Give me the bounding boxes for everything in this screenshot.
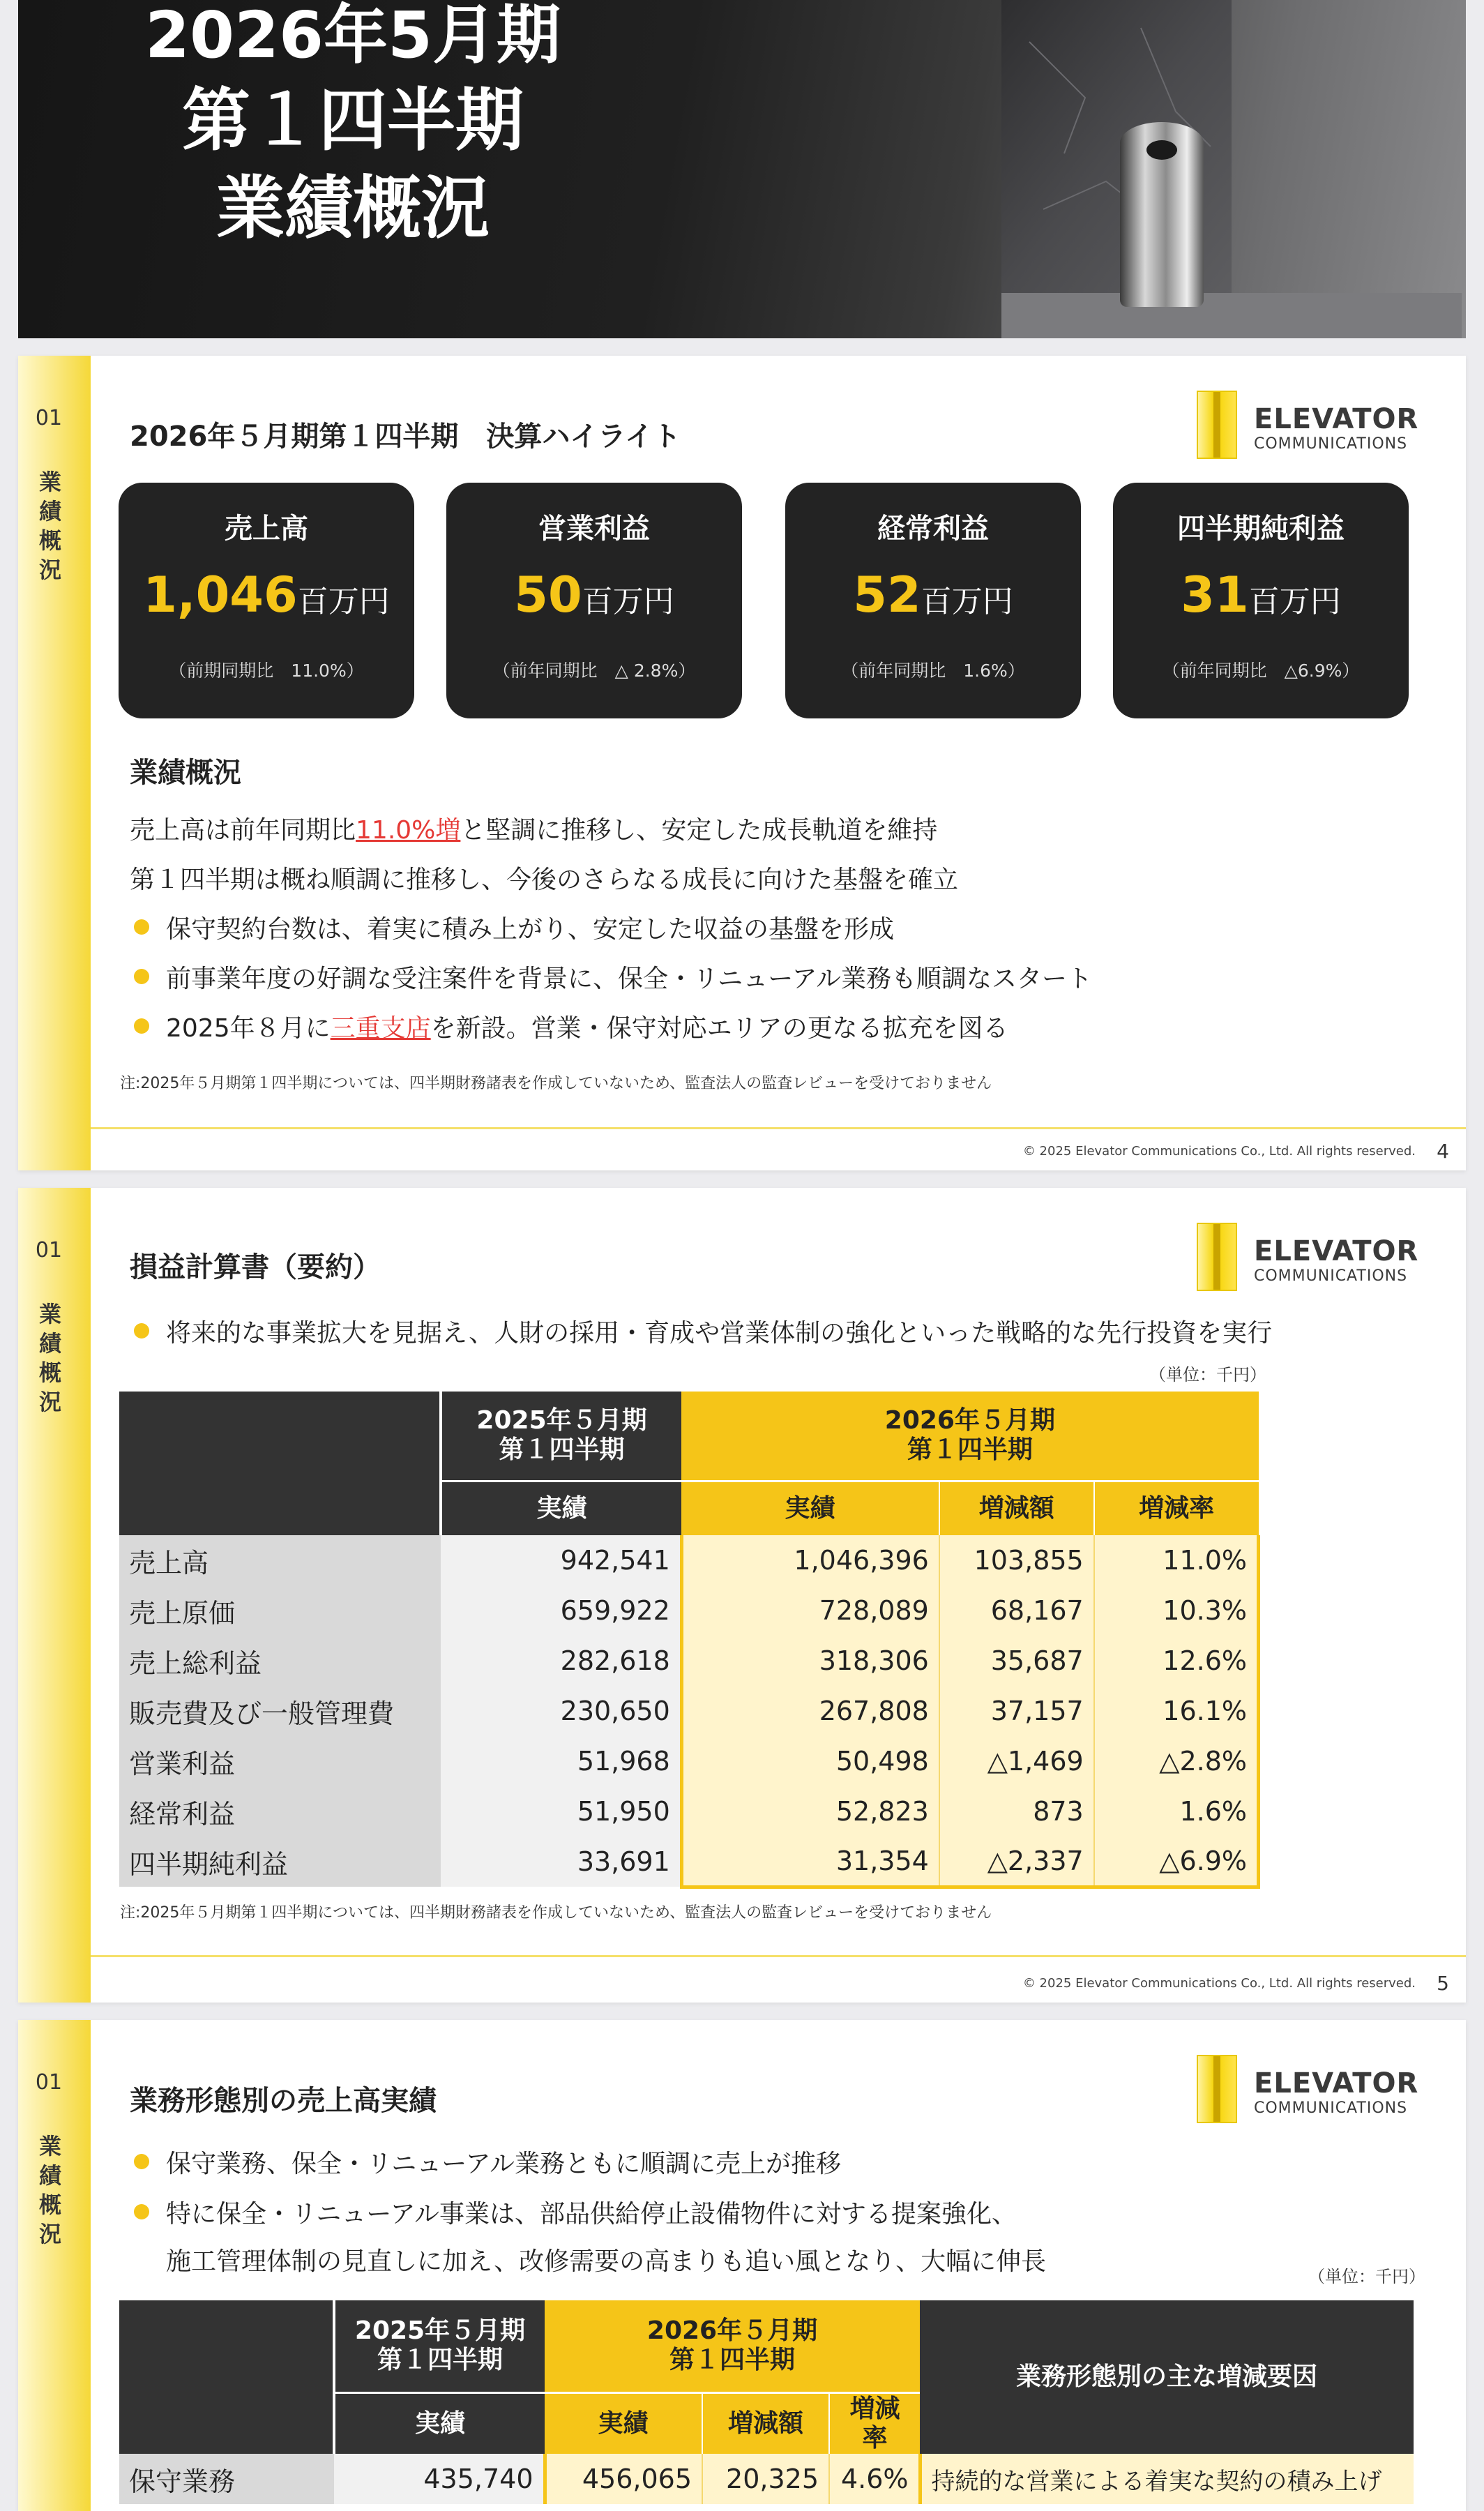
rate-value: 10.3% <box>1094 1585 1259 1636</box>
slide-title: 損益計算書（要約） <box>130 1251 381 1283</box>
table-row <box>119 1686 1259 1736</box>
diff-value: 873 <box>939 1786 1094 1837</box>
section-label: 業績概況 <box>39 2133 62 2247</box>
bullet-branch <box>134 1009 1008 1044</box>
logo-name: ELEVATOR <box>1254 1235 1419 1267</box>
row-label: 売上総利益 <box>119 1636 441 1686</box>
kpi-value <box>1113 566 1409 624</box>
header-rate: 増減率 <box>829 2392 920 2454</box>
logo-mark <box>1197 2055 1237 2123</box>
curr-actual: 31,354 <box>681 1837 939 1887</box>
slide-sales-by-business <box>18 2020 1466 2511</box>
header-blank <box>119 2300 334 2454</box>
header-prev-period: 2025年５月期 第１四半期 <box>334 2300 545 2392</box>
header-rate: 増減率 <box>1094 1481 1259 1535</box>
bullet-renewal: 前事業年度の好調な受注案件を背景に、保全・リニューアル業務も順調なスタート <box>134 959 1092 995</box>
header-curr-period: 2026年５月期 第１四半期 <box>545 2300 920 2392</box>
header-curr-actual: 実績 <box>681 1481 939 1535</box>
diff-value: 68,167 <box>939 1585 1094 1636</box>
overview-heading: 業績概況 <box>130 757 241 789</box>
audit-note: 注:2025年５月期第１四半期については、四半期財務諸表を作成していないため、監査法人の監査レビューを受けておりません <box>120 1904 992 1922</box>
logo-name: ELEVATOR <box>1254 2067 1419 2099</box>
logo-subtitle: COMMUNICATIONS <box>1254 2099 1408 2117</box>
company-logo <box>1197 391 1419 459</box>
cover-title-line1: 2026年5月期 <box>144 0 561 73</box>
text: 売上高は前年同期比 <box>130 816 356 845</box>
kpi-unit: 百万円 <box>921 584 1013 619</box>
text: 2025年８月に <box>166 1014 331 1043</box>
logo-name: ELEVATOR <box>1254 403 1419 435</box>
audit-note: 注:2025年５月期第１四半期については、四半期財務諸表を作成していないため、監査法人の監査レビューを受けておりません <box>120 1075 992 1092</box>
highlight-branch: 三重支店 <box>330 1014 431 1043</box>
prev-actual: 659,922 <box>441 1585 682 1636</box>
diff-value: 37,157 <box>939 1686 1094 1736</box>
bullet-renewal-growth: 特に保全・リニューアル事業は、部品供給停止設備物件に対する提案強化、 <box>134 2194 1017 2230</box>
prev-actual: 282,618 <box>441 1636 682 1686</box>
section-number: 01 <box>35 406 63 430</box>
income-statement-table <box>119 1392 1260 1889</box>
row-label: 経常利益 <box>119 1786 441 1837</box>
marble-pillar-image <box>1001 0 1462 338</box>
footer-divider <box>91 1955 1466 1957</box>
kpi-comparison: （前期同期比 11.0%） <box>169 661 364 681</box>
rate-value: 16.1% <box>1094 1686 1259 1736</box>
rate-value: 12.6% <box>1094 1636 1259 1686</box>
header-diff: 増減額 <box>702 2392 829 2454</box>
section-number: 01 <box>35 1238 63 1262</box>
section-sidebar <box>18 2020 91 2511</box>
kpi-number: 50 <box>514 566 582 624</box>
kpi-card-ordinary-profit <box>785 483 1081 718</box>
header-curr-period: 2026年５月期 第１四半期 <box>681 1392 1258 1481</box>
factor-text: 持続的な営業による着実な契約の積み上げ <box>920 2454 1414 2504</box>
overview-line-sales <box>130 810 937 846</box>
curr-actual: 318,306 <box>681 1636 939 1686</box>
kpi-comparison: （前年同期比 1.6%） <box>841 661 1025 681</box>
slide-income-statement <box>18 1188 1466 2003</box>
bullet-investment: 将来的な事業拡大を見据え、人財の採用・育成や営業体制の強化といった戦略的な先行投資を実行 <box>134 1313 1272 1349</box>
cover-title-line3: 業績概況 <box>215 169 490 248</box>
header-prev-actual: 実績 <box>441 1481 682 1535</box>
diff-value: △1,469 <box>939 1736 1094 1786</box>
curr-actual: 52,823 <box>681 1786 939 1837</box>
slide-title: 2026年５月期第１四半期 決算ハイライト <box>130 421 681 453</box>
kpi-unit: 百万円 <box>1248 584 1341 619</box>
unit-note: （単位：千円） <box>1149 1365 1266 1385</box>
highlight-growth: 11.0%増 <box>356 816 461 845</box>
table-row <box>119 1585 1259 1636</box>
curr-actual: 728,089 <box>681 1585 939 1636</box>
overview-line-quarter: 第１四半期は概ね順調に推移し、今後のさらなる成長に向けた基盤を確立 <box>130 866 959 894</box>
slide-title: 業務形態別の売上高実績 <box>130 2085 437 2117</box>
kpi-value <box>119 566 414 624</box>
text: と堅調に推移し、安定した成長軌道を維持 <box>460 816 938 845</box>
prev-actual: 435,740 <box>334 2454 545 2504</box>
table-row <box>119 1736 1259 1786</box>
logo-subtitle: COMMUNICATIONS <box>1254 435 1408 453</box>
section-label: 業績概況 <box>39 469 62 583</box>
kpi-number: 52 <box>853 566 921 624</box>
section-sidebar <box>18 1188 91 2003</box>
header-diff: 増減額 <box>939 1481 1094 1535</box>
cover-title-line2: 第１四半期 <box>181 81 524 160</box>
cover-banner <box>18 0 1466 338</box>
bullet-renewal-growth-cont: 施工管理体制の見直しに加え、改修需要の高まりも追い風となり、大幅に伸長 <box>166 2247 1047 2276</box>
copyright: © 2025 Elevator Communications Co., Ltd. All rights reserved. <box>1022 1976 1416 1991</box>
kpi-comparison: （前年同期比 △6.9%） <box>1162 661 1360 681</box>
diff-value: 103,855 <box>939 1535 1094 1585</box>
rate-value: △6.9% <box>1094 1837 1259 1887</box>
kpi-label: 営業利益 <box>538 513 650 545</box>
slide-highlights <box>18 356 1466 1170</box>
kpi-number: 1,046 <box>143 566 298 624</box>
kpi-label: 経常利益 <box>877 513 989 545</box>
diff-value: 20,325 <box>702 2454 829 2504</box>
kpi-label: 四半期純利益 <box>1177 513 1345 545</box>
kpi-comparison: （前年同期比 △ 2.8%） <box>492 661 696 681</box>
kpi-card-operating-profit <box>446 483 742 718</box>
bullet-maintenance: 保守契約台数は、着実に積み上がり、安定した収益の基盤を形成 <box>134 910 894 945</box>
cover-title <box>88 0 618 252</box>
kpi-unit: 百万円 <box>297 584 390 619</box>
logo-subtitle: COMMUNICATIONS <box>1254 1267 1408 1285</box>
page-number: 4 <box>1437 1140 1449 1163</box>
table-row <box>119 2454 1414 2504</box>
kpi-card-net-profit <box>1113 483 1409 718</box>
curr-actual: 456,065 <box>545 2454 702 2504</box>
row-label: 保守業務 <box>119 2454 334 2504</box>
table-row <box>119 1837 1259 1887</box>
kpi-label: 売上高 <box>225 513 308 545</box>
rate-value: 11.0% <box>1094 1535 1259 1585</box>
curr-actual: 1,046,396 <box>681 1535 939 1585</box>
table-row <box>119 1535 1259 1585</box>
footer-divider <box>91 1127 1466 1129</box>
bullet-sales-trend: 保守業務、保全・リニューアル業務ともに順調に売上が推移 <box>134 2144 841 2180</box>
curr-actual: 267,808 <box>681 1686 939 1736</box>
prev-actual: 230,650 <box>441 1686 682 1736</box>
section-label: 業績概況 <box>39 1301 62 1415</box>
diff-value: 35,687 <box>939 1636 1094 1686</box>
header-prev-actual: 実績 <box>334 2392 545 2454</box>
header-curr-actual: 実績 <box>545 2392 702 2454</box>
prev-actual: 51,950 <box>441 1786 682 1837</box>
rate-value: 1.6% <box>1094 1786 1259 1837</box>
row-label: 四半期純利益 <box>119 1837 441 1887</box>
section-sidebar <box>18 356 91 1170</box>
copyright: © 2025 Elevator Communications Co., Ltd. All rights reserved. <box>1022 1144 1416 1159</box>
row-label: 売上高 <box>119 1535 441 1585</box>
curr-actual: 50,498 <box>681 1736 939 1786</box>
prev-actual: 33,691 <box>441 1837 682 1887</box>
row-label: 売上原価 <box>119 1585 441 1636</box>
logo-mark <box>1197 391 1237 459</box>
prev-actual: 51,968 <box>441 1736 682 1786</box>
kpi-value <box>785 566 1081 624</box>
kpi-card-sales <box>119 483 414 718</box>
header-factors: 業務形態別の主な増減要因 <box>920 2300 1414 2454</box>
page-number: 5 <box>1437 1972 1449 1995</box>
table-row <box>119 1636 1259 1686</box>
rate-value: △2.8% <box>1094 1736 1259 1786</box>
logo-mark <box>1197 1223 1237 1291</box>
kpi-value <box>446 566 742 624</box>
kpi-number: 31 <box>1181 566 1249 624</box>
section-number: 01 <box>35 2070 63 2095</box>
header-blank <box>119 1392 441 1535</box>
company-logo <box>1197 1223 1419 1291</box>
table-row <box>119 1786 1259 1837</box>
prev-actual: 942,541 <box>441 1535 682 1585</box>
sales-by-business-table <box>119 2300 1414 2504</box>
kpi-unit: 百万円 <box>582 584 674 619</box>
row-label: 営業利益 <box>119 1736 441 1786</box>
text: を新設。営業・保守対応エリアの更なる拡充を図る <box>430 1014 1008 1043</box>
company-logo <box>1197 2055 1419 2123</box>
diff-value: △2,337 <box>939 1837 1094 1887</box>
row-label: 販売費及び一般管理費 <box>119 1686 441 1736</box>
header-prev-period: 2025年５月期 第１四半期 <box>441 1392 682 1481</box>
rate-value: 4.6% <box>829 2454 920 2504</box>
unit-note: （単位：千円） <box>1308 2267 1425 2286</box>
